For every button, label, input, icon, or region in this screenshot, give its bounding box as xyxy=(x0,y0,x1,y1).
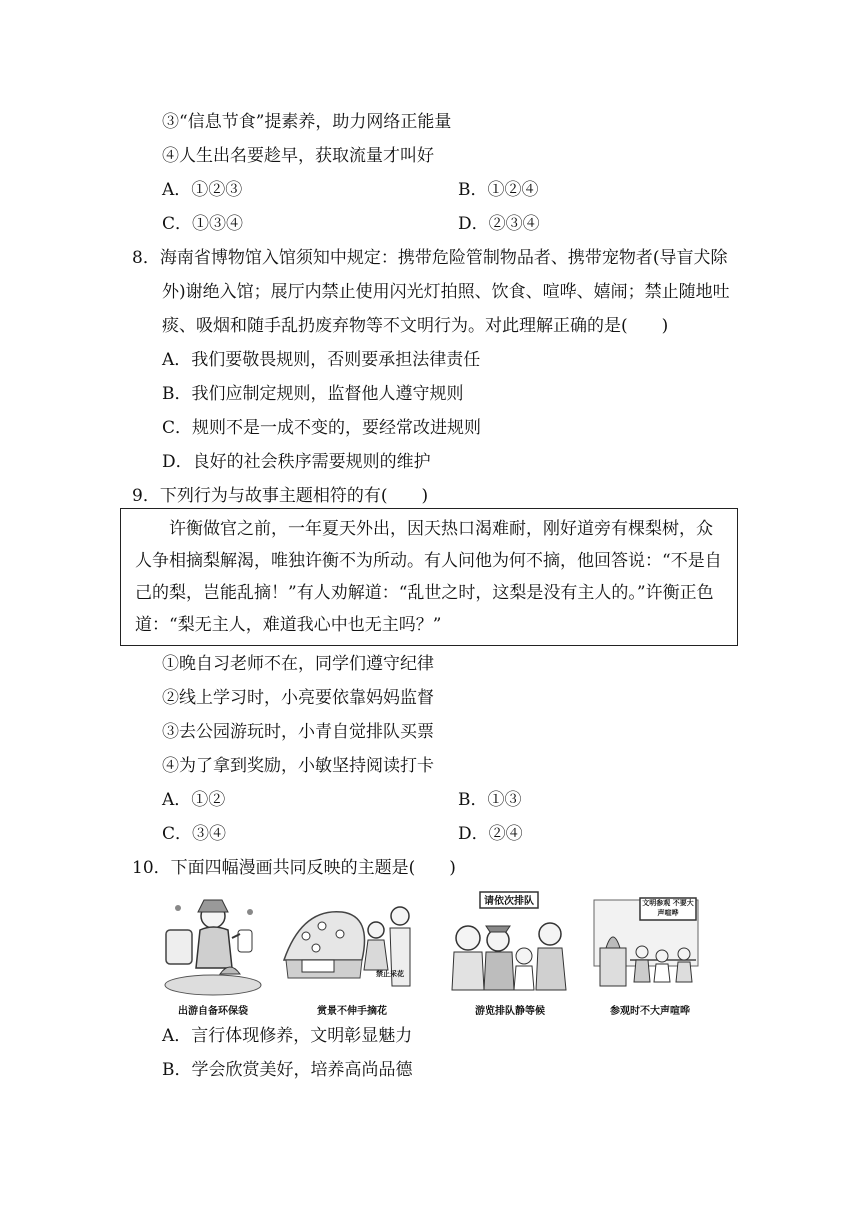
comic-eco-bag xyxy=(158,890,278,1020)
q9-story-line-1: 许衡做官之前，一年夏天外出，因天热口渴难耐，刚好道旁有棵梨树，众 xyxy=(135,519,713,539)
q9-item-2: ②线上学习时，小亮要依靠妈妈监督 xyxy=(162,688,434,708)
q9-option-d: D．②④ xyxy=(458,824,523,844)
comic-no-picking-flowers xyxy=(282,890,402,1020)
q9-option-a: A．①② xyxy=(162,790,226,810)
q9-story-line-3: 己的梨，岂能乱摘！”有人劝解道：“乱世之时，这梨是没有主人的。”许衡正色 xyxy=(135,583,714,603)
q10-stem: 10．下面四幅漫画共同反映的主题是( ) xyxy=(132,858,456,878)
comic-caption-3: 游览排队静等候 xyxy=(475,1006,545,1017)
q9-item-4: ④为了拿到奖励，小敏坚持阅读打卡 xyxy=(162,756,434,776)
q9-story-box xyxy=(120,508,738,646)
q8-option-d: D．良好的社会秩序需要规则的维护 xyxy=(162,452,431,472)
flower-garden-illustration xyxy=(282,890,412,1000)
q9-item-3: ③去公园游玩时，小青自觉排队买票 xyxy=(162,722,434,742)
sign-quiet-visit: 文明参观 不要大声喧哗 xyxy=(642,899,694,917)
comic-caption-2: 赏景不伸手摘花 xyxy=(317,1006,387,1017)
q10-option-b: B．学会欣赏美好，培养高尚品德 xyxy=(162,1060,413,1080)
hiker-illustration xyxy=(158,890,268,1000)
sign-queue-in-order: 请依次排队 xyxy=(484,896,534,907)
q10-option-a: A．言行体现修养，文明彰显魅力 xyxy=(162,1026,413,1046)
comic-caption-1: 出游自备环保袋 xyxy=(178,1006,248,1017)
comic-caption-4: 参观时不大声喧哗 xyxy=(610,1006,690,1017)
q8-option-c: C．规则不是一成不变的，要经常改进规则 xyxy=(162,418,482,438)
q7-item-4: ④人生出名要趁早，获取流量才叫好 xyxy=(162,146,434,166)
q9-story-line-2: 人争相摘梨解渴，唯独许衡不为所动。有人问他为何不摘，他回答说：“不是自 xyxy=(135,551,722,571)
q9-option-b: B．①③ xyxy=(458,790,522,810)
q7-option-a: A．①②③ xyxy=(162,180,243,200)
q9-stem: 9．下列行为与故事主题相符的有( ) xyxy=(132,486,429,506)
comic-museum-quiet xyxy=(592,890,712,1020)
q8-stem-line-1: 8．海南省博物馆入馆须知中规定：携带危险管制物品者、携带宠物者(导盲犬除 xyxy=(132,248,728,268)
q9-item-1: ①晚自习老师不在，同学们遵守纪律 xyxy=(162,654,434,674)
q9-story-line-4: 道：“梨无主人，难道我心中也无主吗？” xyxy=(135,615,442,635)
q7-item-3: ③“信息节食”提素养，助力网络正能量 xyxy=(162,112,452,132)
q8-stem-line-2: 外)谢绝入馆；展厅内禁止使用闪光灯拍照、饮食、喧哗、嬉闹；禁止随地吐 xyxy=(162,282,730,302)
q8-stem-line-3: 痰、吸烟和随手乱扔废弃物等不文明行为。对此理解正确的是( ) xyxy=(162,316,669,336)
q7-option-b: B．①②④ xyxy=(458,180,539,200)
comic-queue-waiting xyxy=(446,890,566,1020)
q9-option-c: C．③④ xyxy=(162,824,227,844)
sign-no-flower-picking: 禁止采花 xyxy=(376,970,404,978)
q7-option-d: D．②③④ xyxy=(458,214,540,234)
q8-option-b: B．我们应制定规则，监督他人遵守规则 xyxy=(162,384,464,404)
q8-option-a: A．我们要敬畏规则，否则要承担法律责任 xyxy=(162,350,481,370)
q7-option-c: C．①③④ xyxy=(162,214,244,234)
